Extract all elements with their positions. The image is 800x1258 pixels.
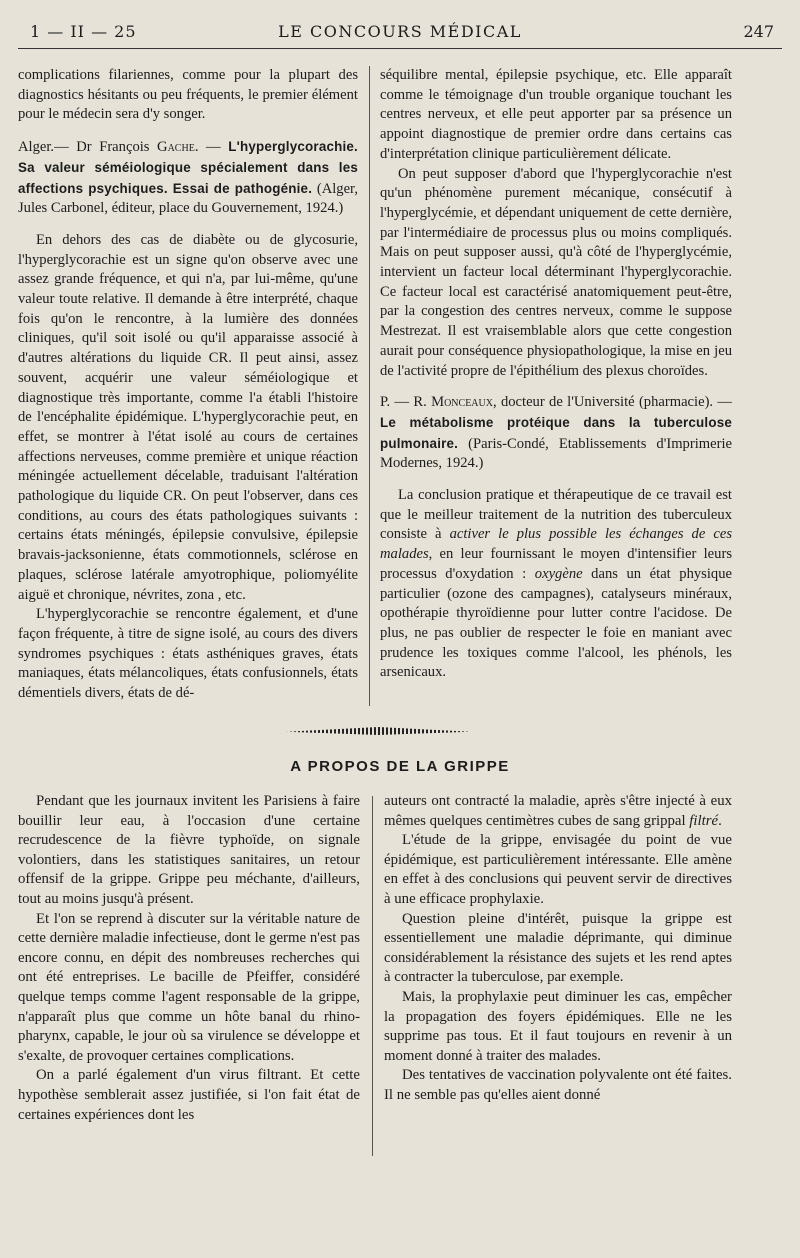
reference-title: L'hyperglycorachie. Sa valeur séméiologique spécialement dans les affections psychiques. Essai de pathogénie. <box>18 139 358 196</box>
reference-author: Monceaux <box>431 394 493 411</box>
paragraph: L'hyperglycorachie se rencontre également, et d'une façon fréquente, à titre de signe isolé, au cours des divers syndromes psychiques : états asthéniques graves, états maniaques, états mélancoliques, états confusionnels, états démentiels divers, états de dé- <box>18 606 358 702</box>
text-run: La conclusion pratique et thérapeutique de ce travail est que le meilleur traitement de la nutrition des tuberculeux consiste à <box>380 487 732 543</box>
bibliographic-reference <box>18 137 358 219</box>
column-divider <box>372 796 373 1156</box>
italic-run: activer le plus possible les échanges de ces malades <box>380 526 732 563</box>
column-bottom-right <box>384 792 732 1106</box>
paragraph: séquilibre mental, épilepsie psychique, etc. Elle apparaît comme le témoignage d'un trouble organique touchant les centres nerveux, et elle peut apporter par sa présence un appoint diagnostique de premier ordre dans certains cas d'interprétation clinique particulièrement délicate. <box>380 67 732 162</box>
text-run: , en leur fournissant le moyen d'intensifier leurs processus d'oxydation : <box>380 546 732 582</box>
article-title: A PROPOS DE LA GRIPPE <box>290 758 510 775</box>
reference-publisher: (Paris-Condé, Etablissements d'Imprimerie Modernes, 1924.) <box>380 435 732 472</box>
bibliographic-reference <box>380 393 732 474</box>
paragraph <box>380 486 732 683</box>
italic-run: oxygène <box>534 565 583 582</box>
paragraph: complications filariennes, comme pour la plupart des diagnostics hésitants ou peu fréquents, le premier élément pour le médecin sera d'y songer. <box>18 67 358 123</box>
column-bottom-left <box>18 792 360 1125</box>
paragraph: Et l'on se reprend à discuter sur la véritable nature de cette dernière maladie infectieuse, dont le germe n'est pas encore connu, en dépit des nombreuses recherches qui ont été entreprises. Le bacille de Pfeiffer, considéré quelque temps comme l'agent responsable de la grippe, n'apparaît plus que comme un hôte banal du rhino-pharynx, capable, le jour où sa virulence se développe et s'exalte, de provoquer certaines complications. <box>18 910 360 1064</box>
column-divider <box>369 66 370 706</box>
column-top-right <box>380 66 732 683</box>
page-number: 247 <box>743 22 774 41</box>
column-top-left <box>18 66 358 704</box>
paragraph: En dehors des cas de diabète ou de glycosurie, l'hyperglycorachie est un signe qu'on observe avec une assez grande fréquence, et qui n'a, par lui-même, qu'une valeur toute relative. Il demande à être interprété, chaque fois qu'on le rencontre, à la lumière des données cliniques, qu'il soit isolé ou qu'il apparaisse associé à d'autres altérations du liquide CR. Il peut ainsi, assez souvent, acquérir une valeur séméiologique et diagnostique très importante, comme l'a établi l'histoire de l'encéphalite épidémique. L'hyperglycorachie peut, en effet, se montrer à l'état isolé au cours de certaines affections nerveuses, comme première et unique réaction méningée actuellement décelable, traduisant l'altération pathologique du liquide CR. On peut l'observer, dans ces conditions, au cours des états pathologiques suivants : certains états méningés, épilepsie convulsive, épilepsie bravais-jacksonienne, états commotionnels, sclérose en plaques, sclérose latérale amyotrophique, poliomyélite aiguë et chronique, névrites, zona , etc. <box>18 231 358 603</box>
journal-title: LE CONCOURS MÉDICAL <box>278 22 522 41</box>
paragraph <box>384 792 732 831</box>
reference-separator: . — <box>194 139 229 156</box>
reference-author: Gache <box>157 139 195 156</box>
reference-publisher: (Alger, Jules Carbonel, éditeur, place du Gouvernement, 1924.) <box>18 180 358 217</box>
paragraph: Pendant que les journaux invitent les Parisiens à faire bouillir leur eau, à l'occasion d'une certaine recrudescence de la fièvre typhoïde, on signale volontiers, dans les statistiques sanitaires, un retour offensif de la grippe. Grippe peu méchante, d'ailleurs, tout au moins jusqu'à présent. <box>18 793 360 907</box>
decorative-ornament <box>286 727 471 735</box>
paragraph: Des tentatives de vaccination polyvalente ont été faites. Il ne semble pas qu'elles aient donné <box>384 1067 732 1103</box>
paragraph: Mais, la prophylaxie peut diminuer les cas, empêcher la propagation des foyers épidémiques. Elle ne les supprime pas tous. Et il faut toujours en revenir à un moment donné à traiter des malades. <box>384 988 732 1064</box>
reference-affiliation: , docteur de l'Université (pharmacie). — <box>492 394 732 411</box>
paragraph: L'étude de la grippe, envisagée du point de vue épidémique, est particulièrement intéressante. Elle amène en effet à des conclusions qui peuvent servir de directives à une efficace prophylaxie. <box>384 832 732 907</box>
page-header <box>18 20 782 49</box>
reference-place: Alger.— Dr François <box>18 139 158 156</box>
reference-place: P. — R. <box>380 394 432 411</box>
italic-run: filtré <box>689 812 719 829</box>
text-run: . <box>718 812 722 829</box>
paragraph: On a parlé également d'un virus filtrant. Et cette hypothèse semblerait assez justifiée, si l'on fait état de certaines expériences dont les <box>18 1067 360 1123</box>
text-run: dans un état physique particulier (ozone des campagnes), catalyseurs minéraux, opothérapie thyroïdienne pour lutter contre l'acidose. De plus, ne pas oublier de respecter le foie en maniant avec prudence les toxiques comme l'alcool, les phénols, les arsenicaux. <box>380 565 732 681</box>
issue-date: 1 — II — 25 <box>30 22 137 41</box>
paragraph: Question pleine d'intérêt, puisque la grippe est essentiellement une maladie déprimante, qui diminue considérablement la résistance des sujets et les rend aptes à contracter la tuberculose, par exemple. <box>384 910 732 986</box>
paragraph: On peut supposer d'abord que l'hyperglycorachie n'est qu'un phénomène purement mécanique, consécutif à l'hyperglycémie, et dépendant uniquement de cette dernière, par l'intermédiaire de processus plus ou moins compliqués. Mais on peut supposer aussi, qu'à côté de l'hyperglycémie, intervient un facteur local déterminant l'hyperglycorachie. Ce facteur local est caractérisé anatomiquement peut-être, par la congestion des centres nerveux, comme le suppose Mestrezat. Il est vraisemblable alors que cette congestion aurait pour conséquence physiopathologique, la mise en jeu de l'activité propre de l'épithélium des plexus choroïdes. <box>380 165 732 379</box>
text-run: auteurs ont contracté la maladie, après s'être injecté à eux mêmes quelques centimètres cubes de sang grippal <box>384 793 732 829</box>
reference-title: Le métabolisme protéique dans la tuberculose pulmonaire. <box>380 414 732 451</box>
